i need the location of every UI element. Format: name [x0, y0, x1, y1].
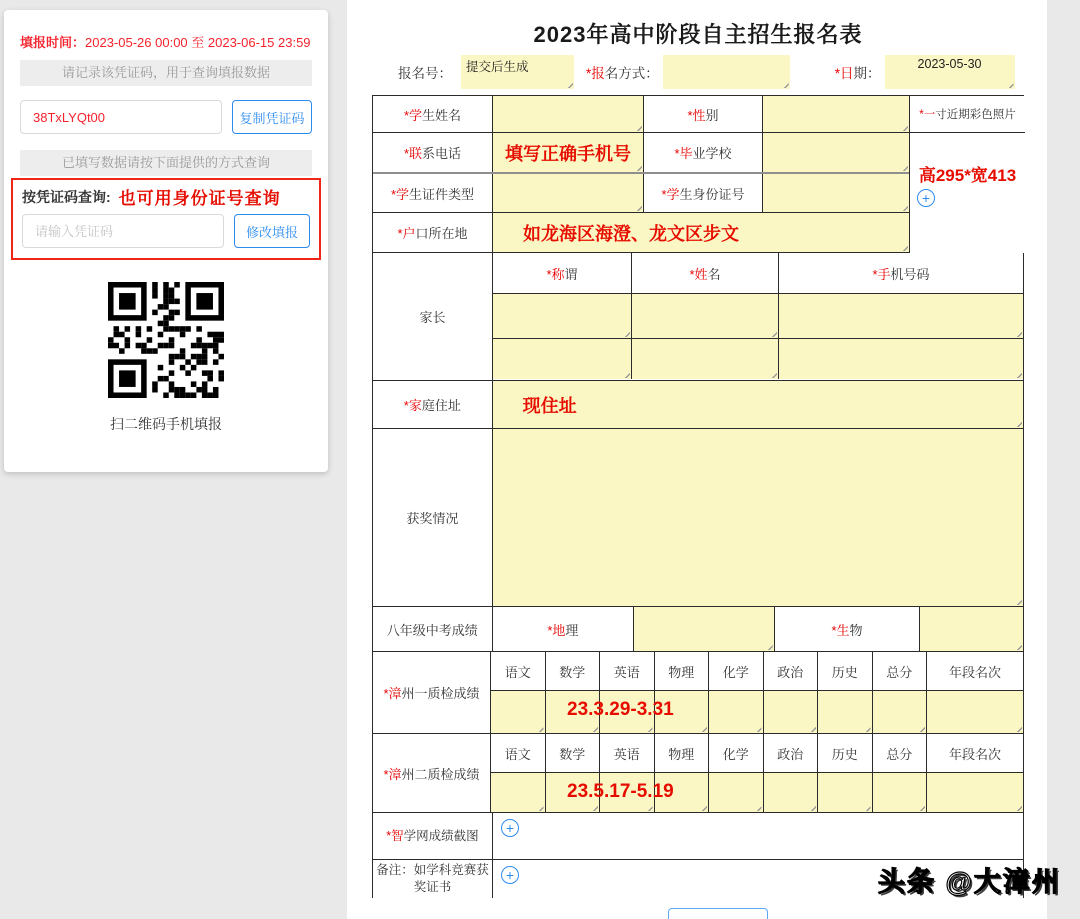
subject-header: 语文 [491, 734, 546, 772]
subject-header: 年段名次 [948, 664, 1001, 680]
subject-header: 数学 [546, 734, 601, 772]
gender-field[interactable] [763, 96, 909, 132]
subject-header: 数学 [546, 652, 601, 690]
phone-label: *联系电话 [373, 133, 493, 172]
zhixue-label: *智学网成绩截图 [373, 813, 493, 859]
reg-no-field[interactable]: 提交后生成 [461, 55, 574, 89]
parent-name-header: *姓名 [632, 253, 779, 293]
voucher-tip: 请记录该凭证码，用于查询填报数据 [20, 60, 312, 86]
exam1-score-field[interactable] [764, 691, 819, 733]
photo-cell [909, 96, 1025, 253]
exam1-date-note: 23.3.29-3.31 [567, 699, 674, 720]
grade8-label: 八年级中考成绩 [373, 607, 493, 651]
exam1-score-field[interactable] [873, 691, 928, 733]
subject-header: 政治 [764, 734, 819, 772]
remark-upload-plus-icon[interactable]: + [501, 866, 519, 884]
exam1-score-row [491, 691, 1023, 733]
reg-no-label: 报名号： [398, 66, 452, 81]
exam2-score-field[interactable] [818, 773, 873, 812]
parent2-title-field[interactable] [493, 339, 632, 379]
row-grade8 [373, 607, 1023, 652]
geography-label: *地理 [493, 607, 635, 651]
subject-header: 历史 [818, 734, 873, 772]
voucher-code-input[interactable] [20, 100, 222, 134]
id-type-label: *学生证件类型 [373, 174, 493, 212]
parent1-mobile-field[interactable] [779, 294, 1023, 338]
subject-header: 英语 [600, 734, 655, 772]
id-no-field[interactable] [763, 174, 909, 212]
qr-caption: 扫二维码手机填报 [110, 416, 222, 432]
date-label: *日期： [834, 66, 881, 81]
student-name-label: *学生姓名 [373, 96, 493, 132]
exam1-score-field[interactable] [491, 691, 546, 733]
subject-header: 化学 [709, 652, 764, 690]
exam2-score-field[interactable] [764, 773, 819, 812]
parent1-name-field[interactable] [632, 294, 779, 338]
exam2-score-field[interactable] [491, 773, 546, 812]
photo-label: *一寸近期彩色照片 [910, 96, 1025, 133]
subject-header: 物理 [655, 652, 710, 690]
subject-header: 化学 [709, 734, 764, 772]
sidebar-card [4, 10, 328, 472]
student-name-field[interactable] [493, 96, 644, 132]
hukou-field[interactable]: 如龙海区海澄、龙文区步文 [493, 213, 909, 252]
form-table [372, 95, 1024, 898]
form-panel [347, 0, 1047, 919]
parent-title-header: *称谓 [493, 253, 632, 293]
query-tip: 已填写数据请按下面提供的方式查询 [20, 150, 312, 176]
fill-time-label: 填报时间： [20, 35, 86, 50]
form-title: 2023年高中阶段自主招生报名表 [533, 22, 863, 47]
biology-label: *生物 [775, 607, 921, 651]
fill-time [20, 32, 311, 51]
photo-upload-plus-icon[interactable]: + [917, 189, 935, 207]
zhixue-upload-plus-icon[interactable]: + [501, 819, 519, 837]
parent-mobile-header: *手机号码 [872, 266, 930, 282]
subject-header: 历史 [818, 652, 873, 690]
exam2-subject-header [491, 734, 1023, 773]
zhixue-upload-area [493, 813, 1023, 859]
awards-label: 获奖情况 [373, 429, 493, 606]
form-head-row [372, 53, 1024, 91]
query-annotation: 也可用身份证号查询 [118, 189, 281, 208]
date-field[interactable]: 2023-05-30 [885, 55, 1015, 89]
exam1-score-field[interactable] [818, 691, 873, 733]
row-awards [373, 429, 1023, 607]
school-field[interactable] [763, 133, 909, 172]
query-label: 按凭证码查询: [22, 188, 111, 205]
hukou-label: *户口所在地 [373, 213, 493, 252]
subject-header: 年段名次 [948, 746, 1001, 762]
id-no-label: *学生身份证号 [644, 174, 763, 212]
exam2-score-field[interactable] [927, 773, 1023, 812]
subject-header: 总分 [873, 734, 928, 772]
awards-field[interactable] [493, 429, 1023, 606]
photo-size-note: 高295*宽413 [918, 166, 1017, 185]
exam2-score-field[interactable] [873, 773, 928, 812]
copy-voucher-button[interactable]: 复制凭证码 [232, 100, 312, 134]
exam2-block [373, 734, 1023, 813]
parent-label: 家长 [373, 253, 493, 380]
subject-header: 物理 [655, 734, 710, 772]
method-field[interactable] [663, 55, 790, 89]
parent1-title-field[interactable] [493, 294, 632, 338]
subject-header: 总分 [873, 652, 928, 690]
school-label: *毕业学校 [644, 133, 763, 172]
row-address [373, 381, 1023, 429]
qr-code [108, 282, 224, 398]
exam2-label: *漳州二质检成绩 [373, 734, 491, 812]
parent2-mobile-field[interactable] [779, 339, 1023, 379]
modify-button[interactable]: 修改填报 [234, 214, 310, 248]
watermark: 头条 @大漳州 [878, 867, 1061, 897]
exam2-date-note: 23.5.17-5.19 [567, 781, 674, 802]
id-type-field[interactable] [493, 174, 644, 212]
subject-header: 语文 [491, 652, 546, 690]
phone-field[interactable]: 填写正确手机号 [493, 133, 644, 172]
remark-label: 备注：如学科竞赛获奖证书 [373, 860, 493, 898]
exam2-score-row [491, 773, 1023, 812]
parent-block [373, 253, 1023, 381]
address-label: *家庭住址 [373, 381, 493, 428]
submit-button[interactable] [668, 908, 768, 919]
query-section [11, 178, 321, 260]
geography-field[interactable] [634, 607, 775, 651]
exam1-label: *漳州一质检成绩 [373, 652, 491, 733]
row-zhixue [373, 813, 1023, 860]
method-label: *报名方式： [586, 66, 659, 81]
fill-time-value: 2023-05-26 00:00 至 2023-06-15 23:59 [85, 35, 311, 50]
subject-header: 政治 [764, 652, 819, 690]
parent2-name-field[interactable] [632, 339, 779, 379]
exam1-subject-header [491, 652, 1023, 691]
subject-header: 英语 [600, 652, 655, 690]
query-voucher-input[interactable] [22, 214, 224, 248]
exam2-score-field[interactable] [709, 773, 764, 812]
exam1-score-field[interactable] [927, 691, 1023, 733]
gender-label: *性别 [644, 96, 763, 132]
biology-field[interactable] [920, 607, 1023, 651]
exam1-block [373, 652, 1023, 734]
address-field[interactable]: 现住址 [493, 381, 1023, 428]
exam1-score-field[interactable] [709, 691, 764, 733]
